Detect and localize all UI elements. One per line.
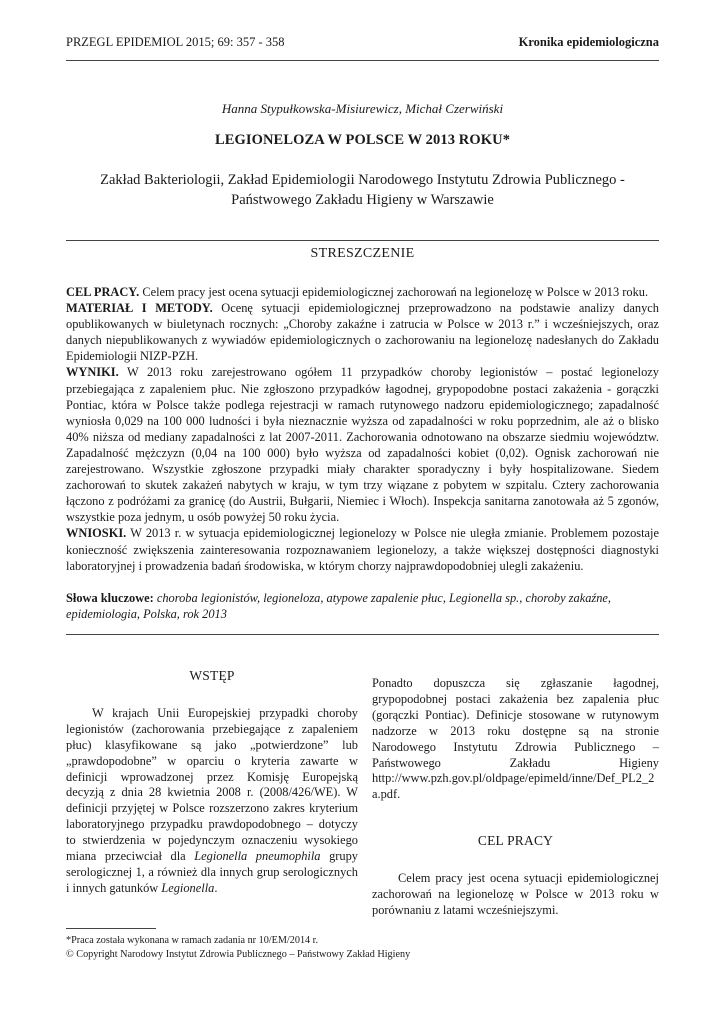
affiliation (66, 170, 659, 210)
journal-reference: PRZEGL EPIDEMIOL 2015; 69: 357 - 358 (66, 35, 285, 49)
intro-text-a: W krajach Unii Europejskiej przypadki choroby legionistów (zachorowania przebiegające z zapaleniem płuc) klasyfikowane są jako „potwierdzone” lub „prawdopodobne” w oparciu o kryteria zawarte w definicji wprowadzonej przez Komisję Europejską decyzją z dnia 28 kwietnia 2008 r. (2008/426/WE). W definicji przyjętej w Polsce rozszerzono zakres kryterium laboratoryjnego przypadku prawdopodobnego – dotyczy to stwierdzenia w pojedynczym oznaczeniu wysokiego miana przeciwciał dla (66, 705, 358, 864)
footnotes (66, 934, 659, 961)
author-list: Hanna Stypułkowska-Misiurewicz, Michał Czerwiński (221, 101, 504, 116)
intro-paragraph-2: Ponadto dopuszcza się zgłaszanie łagodnej, grypopodobnej postaci zakażenia bez zapalenia płuc (gorączki Pontiac). Definicje stosowane w rutynowym nadzorze w 2013 roku dostępne są na stronie Narodowego Instytutu Zdrowia Publicznego – Państwowego Zakładu Higieny http://www.pzh.gov.pl/oldpage/epimeld/inne/Def_PL2_2a.pdf. (372, 676, 659, 802)
header-rule (66, 60, 659, 61)
abstract-bottom-rule (66, 634, 659, 635)
abstract-results (66, 364, 659, 525)
footnote-copyright: © Copyright Narodowy Instytut Zdrowia Publicznego – Państwowy Zakład Higieny (66, 948, 411, 960)
abstract-methods (66, 300, 659, 364)
affiliation-line-2: Państwowego Zakładu Higieny w Warszawie (231, 192, 494, 208)
affiliation-line-1: Zakład Bakteriologii, Zakład Epidemiologii Narodowego Instytutu Zdrowia Publicznego - (100, 172, 625, 188)
keywords-text: choroba legionistów, legioneloza, atypowe zapalenie płuc, Legionella sp., choroby zakaźne, epidemiologia, Polska, rok 2013 (66, 591, 612, 622)
abstract-aim (66, 284, 659, 300)
methods-label: MATERIAŁ I METODY. (66, 301, 213, 316)
aim-label: CEL PRACY. (66, 285, 140, 299)
genus-name: Legionella (161, 880, 215, 895)
running-header (66, 35, 659, 50)
aim-heading: CEL PRACY (477, 833, 554, 849)
methods-text: Ocenę sytuacji epidemiologicznej przeprowadzono na podstawie analizy danych opublikowanych w biuletynach rocznych: „Choroby zakaźne i zatrucia w Polsce w 2013 r.” i wcześniejszych, oraz danych niepublikowanych z wywiadów epidemiologicznych o zachorowaniu na legionelozę nadesłanych do Zakładu Epidemiologii NIZP-PZH. (66, 301, 659, 364)
intro-text-c: . (214, 880, 218, 895)
results-label: WYNIKI. (66, 365, 119, 380)
abstract-top-rule (66, 240, 659, 241)
intro-paragraph-1 (66, 706, 358, 897)
intro-text-b: grupy serologicznej 1, a również dla innych grup serologicznych i innych gatunków (66, 849, 358, 895)
conclusions-label: WNIOSKI. (66, 526, 127, 541)
abstract-body (66, 284, 659, 574)
left-column (66, 668, 358, 897)
abstract-conclusions (66, 525, 659, 573)
results-text: W 2013 roku zarejestrowano ogółem 11 przypadków choroby legionistów – postać legionelozy przebiegająca z zapaleniem płuc. Nie zgłoszono przypadków łagodnej, grypopodobne postaci zakażenia - gorączki Pontiac, która w Polsce także podlega rejestracji w ramach rutynowego nadzoru epidemiologicznego; zapadalność wyniosła 0,029 na 100 000 ludności i była nieznacznie wyższa od zapadalności w roku poprzednim, ale aż o blisko 40% niższa od mediany zapadalności z lat 2007-2011. Zachorowania odnotowano na obszarze siedmiu województw. Zapadalność mężczyzn (0,04 na 100 000) było wyższa od zapadalności kobiet (0,02). Ognisk zachorowań nie zarejestrowano. Wszystkie zgłoszone przypadki miały charakter sporadyczny i były hospitalizowane. Siedem zachorowań to skutek zakażeń nabytych w kraju, w tym trzy wiązane z pobytem w szpitalu. Cztery zachorowania łączono z podróżami za granicę (do Austrii, Bułgarii, Niemiec i Włoch). Inspekcja sanitarna zanotowała aż 5 zgonów, wszystkie poza jednym, u osób powyżej 50 roku życia. (66, 365, 659, 525)
right-column (372, 676, 659, 919)
footnote-rule (66, 928, 156, 929)
section-name: Kronika epidemiologiczna (518, 35, 659, 49)
article-title: LEGIONELOZA W POLSCE W 2013 ROKU* (214, 132, 511, 148)
keywords (66, 590, 659, 622)
abstract-heading: STRESZCZENIE (310, 246, 415, 261)
keywords-label: Słowa kluczowe: (66, 591, 154, 605)
intro-heading: WSTĘP (189, 668, 235, 683)
aim-paragraph: Celem pracy jest ocena sytuacji epidemiologicznej zachorowań na legionelozę w Polsce w 2013 roku w porównaniu z latami wcześniejszymi. (372, 871, 659, 917)
species-name: Legionella pneumophila (194, 849, 321, 864)
footnote-funding: *Praca została wykonana w ramach zadania nr 10/EM/2014 r. (66, 935, 319, 946)
aim-text: Celem pracy jest ocena sytuacji epidemiologicznej zachorowań na legionelozę w Polsce w 2013 roku. (139, 285, 649, 299)
conclusions-text: W 2013 r. w sytuacja epidemiologicznej legionelozy w Polsce nie uległa zmianie. Problemem pozostaje konieczność zwiększenia zainteresowania rozpoznawaniem legionelozy, a także większej dostępności diagnostyki laboratoryjnej i prowadzenia badań środowiska, w którym chorzy najprawdopodobniej ulegli zakażeniu. (66, 526, 659, 573)
